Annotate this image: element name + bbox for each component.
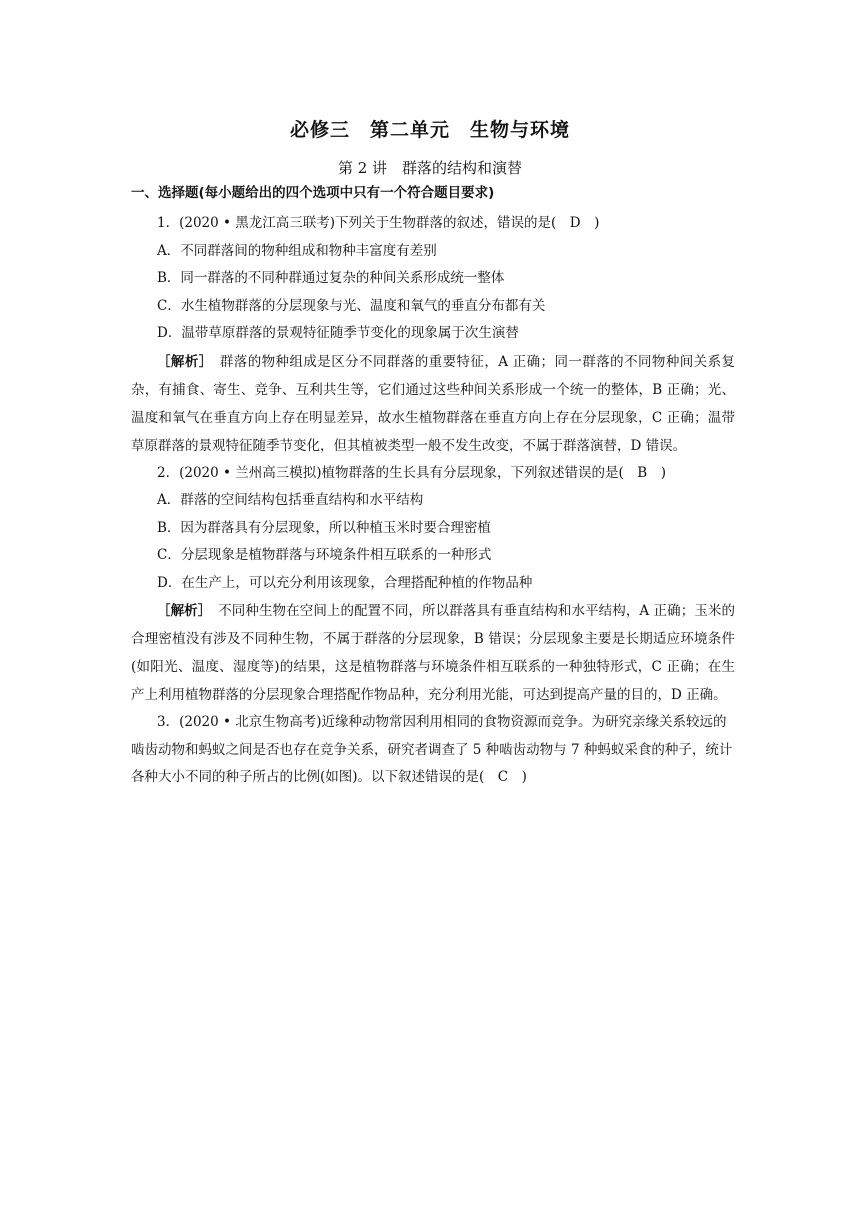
content-body — [131, 182, 735, 792]
page-title: 必修三 第二单元 生物与环境 — [289, 119, 570, 141]
option-a: A．不同群落间的物种组成和物种丰富度有差别 — [157, 242, 437, 259]
analysis-label: ［解析］ — [157, 353, 206, 370]
question-3 — [131, 709, 735, 792]
question-stem: 1．(2020 • 黑龙江高三联考)下列关于生物群落的叙述，错误的是( D ) — [157, 215, 600, 231]
lesson-subtitle: 第 2 讲 群落的结构和演替 — [337, 159, 523, 177]
option-b: B．因为群落具有分层现象，所以种植玉米时要合理密植 — [157, 519, 491, 536]
option-a: A．群落的空间结构包括垂直结构和水平结构 — [157, 492, 424, 508]
analysis-paragraph — [131, 597, 735, 709]
option-c: C．水生植物群落的分层现象与光、温度和氧气的垂直分布都有关 — [157, 297, 546, 314]
analysis-paragraph — [131, 348, 735, 460]
section-heading: 一、选择题(每小题给出的四个选项中只有一个符合题目要求) — [131, 185, 495, 201]
question-stem: 2．(2020 • 兰州高三模拟)植物群落的生长具有分层现象，下列叙述错误的是( B ) — [157, 464, 666, 481]
analysis-label: ［解析］ — [157, 603, 205, 619]
option-d: D．在生产上，可以充分利用该现象，合理搭配种植的作物品种 — [157, 574, 533, 591]
question-1 — [131, 210, 735, 460]
option-d: D．温带草原群落的景观特征随季节变化的现象属于次生演替 — [157, 325, 519, 341]
option-c: C．分层现象是植物群落与环境条件相互联系的一种形式 — [157, 547, 492, 563]
question-2 — [131, 460, 735, 710]
question-stem: 3．(2020 • 北京生物高考)近缘种动物常因利用相同的食物资源而竞争。为研究亲缘关系较远的啮齿动物和蚂蚁之间是否也存在竞争关系，研究者调查了 5 种啮齿动物与 7 种蚂蚁采食的种子，统计各种大小不同的种子所占的比例(如图)。以下叙述错误的是( C ) — [131, 714, 733, 785]
analysis-text: 群落的物种组成是区分不同群落的重要特征，A 正确；同一群落的不同物种间关系复杂，有捕食、寄生、竞争、互利共生等，它们通过这些种间关系形成一个统一的整体，B 正确；光、温度和氧气在垂直方向上存在明显差异，故水生植物群落在垂直方向上存在分层现象，C 正确；温带草原群落的景观特征随季节变化，但其植被类型一般不发生改变，不属于群落演替，D 错误。 — [131, 353, 736, 454]
analysis-text: 不同种生物在空间上的配置不同，所以群落具有垂直结构和水平结构，A 正确；玉米的合理密植没有涉及不同种生物，不属于群落的分层现象，B 错误；分层现象主要是长期适应环境条件(如阳光、温度、湿度等)的结果，这是植物群落与环境条件相互联系的一种独特形式，C 正确；在生产上利用植物群落的分层现象合理搭配作物品种，充分利用光能，可达到提高产量的目的，D 正确。 — [131, 603, 735, 703]
option-b: B．同一群落的不同种群通过复杂的种间关系形成统一整体 — [157, 270, 505, 286]
